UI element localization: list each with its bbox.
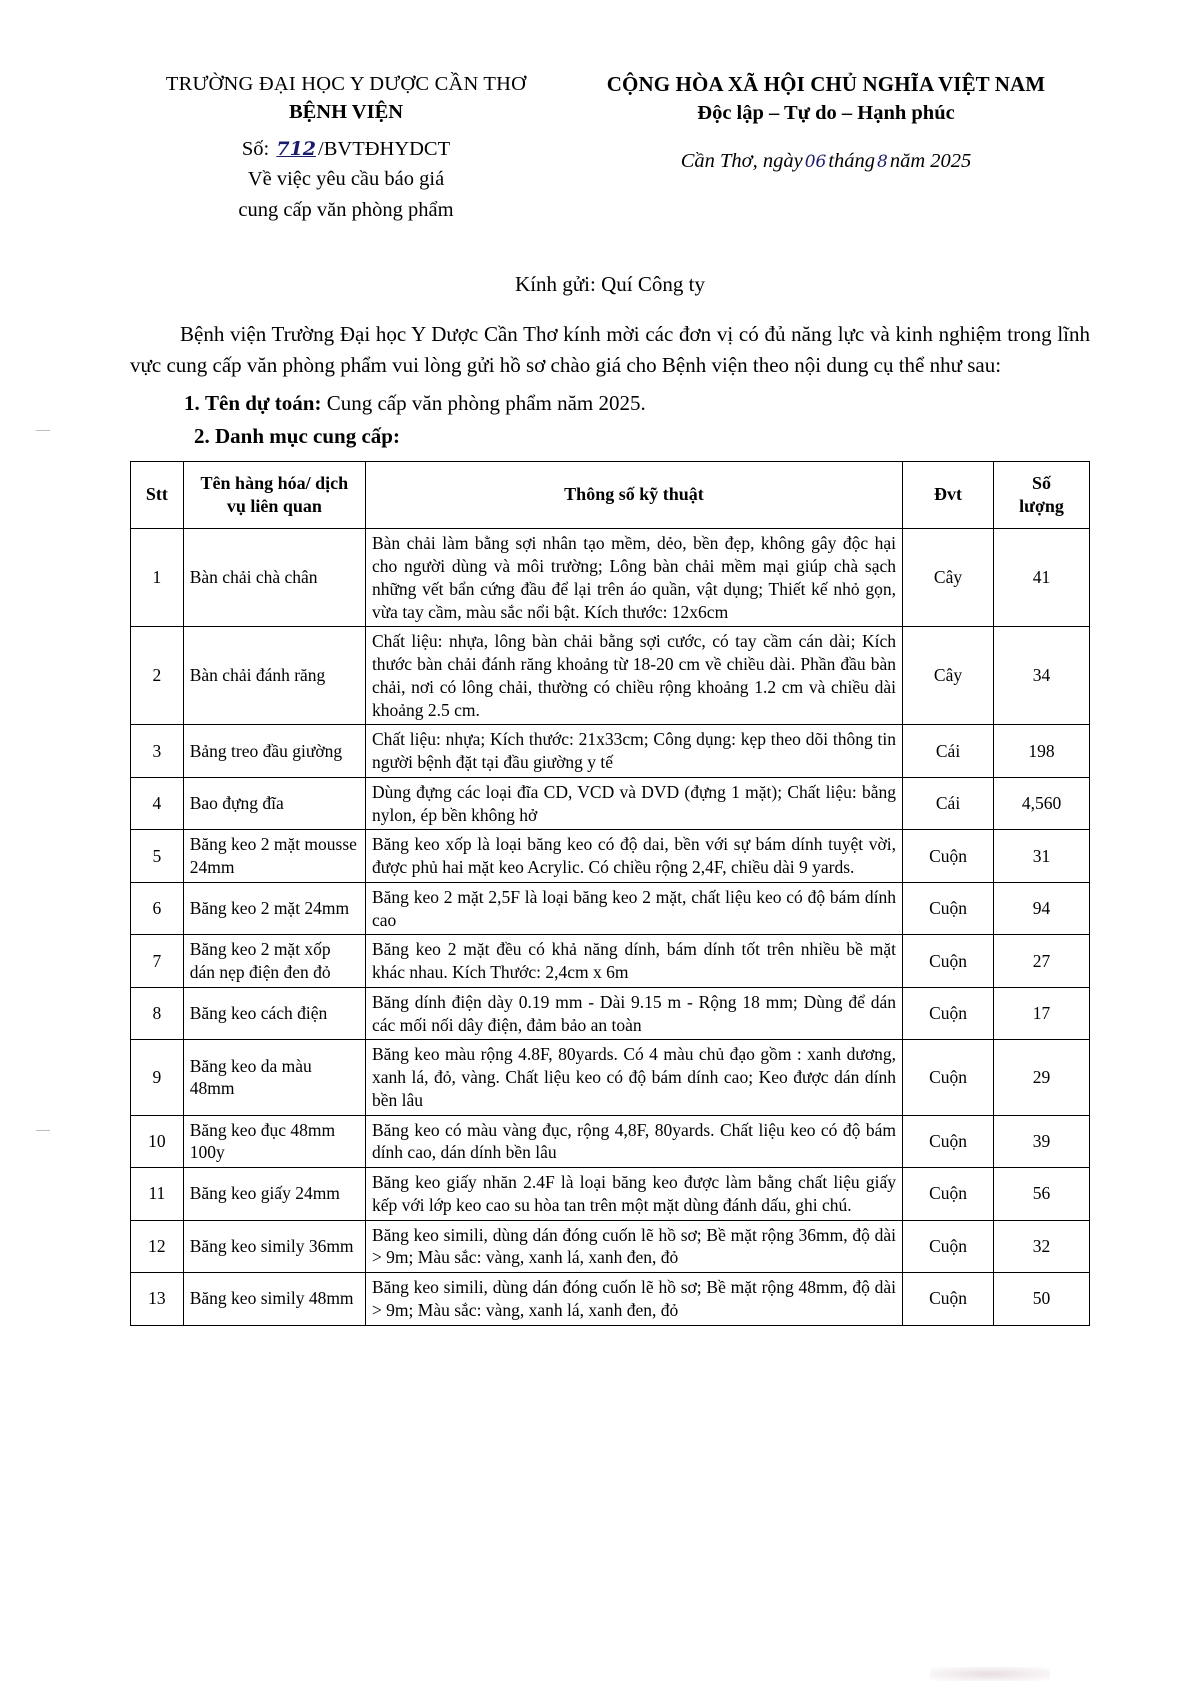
cell-unit: Cây xyxy=(902,529,993,627)
cell-quantity: 39 xyxy=(994,1115,1090,1168)
supply-items-table xyxy=(130,461,1090,1326)
table-row xyxy=(131,627,1090,725)
national-heading xyxy=(562,70,1090,176)
cell-item-name: Băng keo cách điện xyxy=(183,987,365,1040)
issue-date-month-label: tháng xyxy=(828,150,876,173)
column-header-name xyxy=(183,461,365,529)
recipient-line: Kính gửi: Quí Công ty xyxy=(515,272,705,297)
column-header-spec: Thông số kỹ thuật xyxy=(365,461,902,529)
document-number-suffix: /BVTĐHYDCT xyxy=(318,137,451,160)
cell-stt: 13 xyxy=(131,1273,184,1326)
table-row xyxy=(131,777,1090,830)
cell-item-name: Bao đựng đĩa xyxy=(183,777,365,830)
section-item-1-text: Cung cấp văn phòng phẩm năm 2025. xyxy=(326,390,646,415)
section-item-1 xyxy=(130,391,1090,416)
cell-stt: 3 xyxy=(131,725,184,778)
cell-stt: 7 xyxy=(131,935,184,988)
table-row xyxy=(131,987,1090,1040)
cell-item-name: Băng keo 2 mặt mousse 24mm xyxy=(183,830,365,883)
cell-quantity: 56 xyxy=(994,1168,1090,1221)
cell-quantity: 4,560 xyxy=(994,777,1090,830)
cell-stt: 5 xyxy=(131,830,184,883)
fold-mark xyxy=(36,430,50,431)
cell-spec: Bàn chải làm bằng sợi nhân tạo mềm, dẻo, bền đẹp, không gây độc hại cho người dùng và môi trường; Lông bàn chải mềm mại giúp chà sạch những vết bẩn cứng đầu để lại trên áo quần, vật dụng; Thiết kế nhỏ gọn, vừa tay cầm, màu sắc nổi bật. Kích thước: 12x6cm xyxy=(365,529,902,627)
column-header-stt: Stt xyxy=(131,461,184,529)
issue-date-day: 06 xyxy=(804,152,827,173)
cell-unit: Cuộn xyxy=(902,987,993,1040)
document-number-handwritten: 712 xyxy=(276,137,317,160)
cell-quantity: 17 xyxy=(994,987,1090,1040)
cell-stt: 11 xyxy=(131,1168,184,1221)
cell-spec: Băng keo có màu vàng đục, rộng 4,8F, 80yards. Chất liệu keo có độ bám dính cao, dán dính bền lâu xyxy=(365,1115,902,1168)
university-name: TRƯỜNG ĐẠI HỌC Y DƯỢC CẦN THƠ xyxy=(165,73,527,95)
cell-unit: Cái xyxy=(902,777,993,830)
cell-quantity: 50 xyxy=(994,1273,1090,1326)
cell-stt: 9 xyxy=(131,1040,184,1115)
cell-item-name: Băng keo 2 mặt 24mm xyxy=(183,882,365,935)
document-subject-line2: cung cấp văn phòng phẩm xyxy=(238,198,454,221)
cell-item-name: Băng keo simily 36mm xyxy=(183,1220,365,1273)
cell-unit: Cuộn xyxy=(902,830,993,883)
cell-spec: Băng keo xốp là loại băng keo có độ dai, bền với sự bám dính tuyệt vời, được phủ hai mặt keo Acrylic. Có chiều rộng 2,4F, chiều dài 9 yards. xyxy=(365,830,902,883)
cell-spec: Băng keo giấy nhăn 2.4F là loại băng keo được làm bằng chất liệu giấy kếp với lớp keo cao su hòa tan trên một mặt dùng đánh dấu, ghi chú. xyxy=(365,1168,902,1221)
table-row xyxy=(131,1040,1090,1115)
issuing-organization xyxy=(130,70,562,224)
country-name: CỘNG HÒA XÃ HỘI CHỦ NGHĨA VIỆT NAM xyxy=(606,72,1046,96)
cell-stt: 10 xyxy=(131,1115,184,1168)
cell-spec: Băng keo 2 mặt 2,5F là loại băng keo 2 mặt, chất liệu keo có độ bám dính cao xyxy=(365,882,902,935)
cell-stt: 6 xyxy=(131,882,184,935)
column-header-quantity-line1: Số xyxy=(1032,472,1052,493)
column-header-name-line2: vụ liên quan xyxy=(226,495,322,516)
section-item-1-number: 1. xyxy=(184,390,200,415)
section-item-1-label: Tên dự toán: xyxy=(205,390,322,415)
cell-item-name: Băng keo simily 48mm xyxy=(183,1273,365,1326)
cell-quantity: 27 xyxy=(994,935,1090,988)
cell-spec: Băng dính điện dày 0.19 mm - Dài 9.15 m - Rộng 18 mm; Dùng để dán các mối nối dây điện, đảm bảo an toàn xyxy=(365,987,902,1040)
document-number xyxy=(130,135,562,163)
cell-quantity: 31 xyxy=(994,830,1090,883)
country-motto: Độc lập – Tự do – Hạnh phúc xyxy=(697,101,955,124)
cell-spec: Băng keo màu rộng 4.8F, 80yards. Có 4 màu chủ đạo gồm : xanh dương, xanh lá, đỏ, vàng. Chất liệu keo có độ bám dính cao; Keo được dán dính bền lâu xyxy=(365,1040,902,1115)
cell-spec: Băng keo 2 mặt đều có khả năng dính, bám dính tốt trên nhiều bề mặt khác nhau. Kích Thước: 2,4cm x 6m xyxy=(365,935,902,988)
intro-paragraph: Bệnh viện Trường Đại học Y Dược Cần Thơ kính mời các đơn vị có đủ năng lực và kinh nghiệm trong lĩnh vực cung cấp văn phòng phẩm vui lòng gửi hồ sơ chào giá cho Bệnh viện theo nội dung cụ thể như sau: xyxy=(130,322,1090,377)
cell-unit: Cái xyxy=(902,725,993,778)
cell-spec: Dùng đựng các loại đĩa CD, VCD và DVD (đựng 1 mặt); Chất liệu: bằng nylon, ép bền không hở xyxy=(365,777,902,830)
issue-date-prefix: Cần Thơ, ngày xyxy=(680,150,803,173)
table-row xyxy=(131,882,1090,935)
cell-item-name: Băng keo da màu 48mm xyxy=(183,1040,365,1115)
table-header-row xyxy=(131,461,1090,529)
cell-item-name: Bàn chải chà chân xyxy=(183,529,365,627)
column-header-name-line1: Tên hàng hóa/ dịch xyxy=(200,472,349,493)
cell-quantity: 29 xyxy=(994,1040,1090,1115)
document-header xyxy=(130,70,1090,224)
cell-stt: 2 xyxy=(131,627,184,725)
cell-item-name: Băng keo đục 48mm 100y xyxy=(183,1115,365,1168)
cell-spec: Băng keo simili, dùng dán đóng cuốn lẽ hồ sơ; Bề mặt rộng 48mm, độ dài > 9m; Màu sắc: vàng, xanh lá, xanh đen, đỏ xyxy=(365,1273,902,1326)
document-subject-line1: Về việc yêu cầu báo giá xyxy=(247,167,445,190)
table-row xyxy=(131,725,1090,778)
cell-unit: Cuộn xyxy=(902,1273,993,1326)
document-number-prefix: Số: xyxy=(241,137,270,160)
cell-unit: Cây xyxy=(902,627,993,725)
cell-spec: Chất liệu: nhựa, lông bàn chải bằng sợi cước, có tay cầm cán dài; Kích thước bàn chải đánh răng khoảng từ 18-20 cm về chiều dài. Phần đầu bàn chải, nơi có lông chải, thường có chiều rộng khoảng 1.2 cm và chiều dài khoảng 2.5 cm. xyxy=(365,627,902,725)
cell-quantity: 34 xyxy=(994,627,1090,725)
section-item-2: 2. Danh mục cung cấp: xyxy=(194,423,400,448)
cell-unit: Cuộn xyxy=(902,935,993,988)
table-row xyxy=(131,1115,1090,1168)
issue-date-month: 8 xyxy=(877,152,888,173)
page-smudge xyxy=(930,1667,1050,1681)
cell-stt: 1 xyxy=(131,529,184,627)
cell-spec: Băng keo simili, dùng dán đóng cuốn lẽ hồ sơ; Bề mặt rộng 36mm, độ dài > 9m; Màu sắc: vàng, xanh lá, xanh đen, đỏ xyxy=(365,1220,902,1273)
column-header-quantity-line2: lượng xyxy=(1019,495,1064,516)
cell-unit: Cuộn xyxy=(902,1220,993,1273)
cell-unit: Cuộn xyxy=(902,882,993,935)
cell-item-name: Bảng treo đầu giường xyxy=(183,725,365,778)
cell-item-name: Băng keo giấy 24mm xyxy=(183,1168,365,1221)
cell-item-name: Bàn chải đánh răng xyxy=(183,627,365,725)
column-header-unit: Đvt xyxy=(902,461,993,529)
cell-unit: Cuộn xyxy=(902,1168,993,1221)
cell-stt: 8 xyxy=(131,987,184,1040)
table-row xyxy=(131,1273,1090,1326)
hospital-name: BỆNH VIỆN xyxy=(288,101,404,124)
cell-spec: Chất liệu: nhựa; Kích thước: 21x33cm; Công dụng: kẹp theo dõi thông tin người bệnh đặt tại đầu giường y tế xyxy=(365,725,902,778)
cell-item-name: Băng keo 2 mặt xốp dán nẹp điện đen đỏ xyxy=(183,935,365,988)
cell-quantity: 41 xyxy=(994,529,1090,627)
cell-quantity: 198 xyxy=(994,725,1090,778)
issue-date-year: năm 2025 xyxy=(889,150,972,173)
table-row xyxy=(131,1220,1090,1273)
table-row xyxy=(131,529,1090,627)
issue-date xyxy=(562,147,1090,175)
table-row xyxy=(131,830,1090,883)
table-row xyxy=(131,1168,1090,1221)
column-header-quantity xyxy=(994,461,1090,529)
table-row xyxy=(131,935,1090,988)
cell-unit: Cuộn xyxy=(902,1115,993,1168)
cell-stt: 12 xyxy=(131,1220,184,1273)
cell-unit: Cuộn xyxy=(902,1040,993,1115)
cell-quantity: 32 xyxy=(994,1220,1090,1273)
fold-mark xyxy=(36,1130,50,1131)
cell-stt: 4 xyxy=(131,777,184,830)
cell-quantity: 94 xyxy=(994,882,1090,935)
